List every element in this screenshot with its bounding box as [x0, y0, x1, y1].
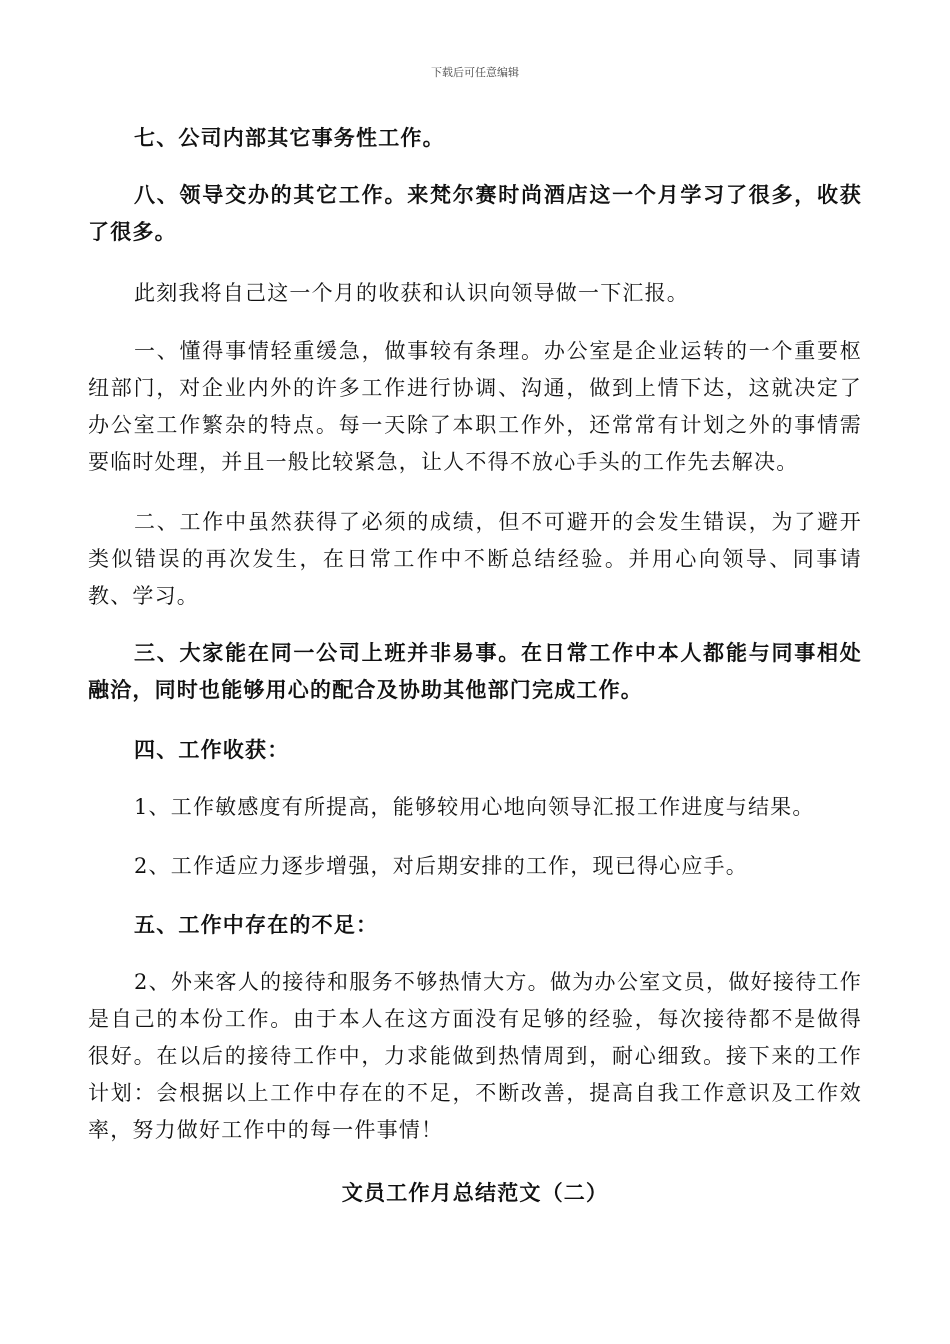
paragraph-report-intro: 此刻我将自己这一个月的收获和认识向领导做一下汇报。 [134, 281, 689, 305]
heading-shortcomings: 五、工作中存在的不足： [134, 912, 379, 937]
paragraph-point-3: 三、大家能在同一公司上班并非易事。在日常工作中本人都能与同事相处融洽，同时也能够用心的配合及协助其他部门完成工作。 [88, 640, 862, 702]
paragraph-point-1: 一、懂得事情轻重缓急，做事较有条理。办公室是企业运转的一个重要枢纽部门，对企业内外的许多工作进行协调、沟通，做到上情下达，这就决定了办公室工作繁杂的特点。每一天除了本职工作外，还常常有计划之外的事情需要临时处理，并且一般比较紧急，让人不得不放心手头的工作先去解决。 [88, 339, 862, 474]
paragraph-item-8: 八、领导交办的其它工作。来梵尔赛时尚酒店这一个月学习了很多，收获了很多。 [88, 182, 862, 244]
paragraph-gain-1: 1、工作敏感度有所提高，能够较用心地向领导汇报工作进度与结果。 [134, 795, 815, 819]
page-header: 下载后可任意编辑 [431, 66, 519, 79]
paragraph-item-7: 七、公司内部其它事务性工作。 [134, 125, 445, 150]
paragraph-point-2: 二、工作中虽然获得了必须的成绩，但不可避开的会发生错误，为了避开类似错误的再次发生，在日常工作中不断总结经验。并用心向领导、同事请教、学习。 [88, 510, 862, 608]
paragraph-gain-2: 2、工作适应力逐步增强，对后期安排的工作，现已得心应手。 [134, 854, 748, 878]
heading-work-gains: 四、工作收获： [134, 737, 290, 762]
paragraph-shortcoming-2: 2、外来客人的接待和服务不够热情大方。做为办公室文员，做好接待工作是自己的本份工作。由于本人在这方面没有足够的经验，每次接待都不是做得很好。在以后的接待工作中，力求能做到热情周到，耐心细致。接下来的工作计划：会根据以上工作中存在的不足，不断改善，提高自我工作意识及工作效率，努力做好工作中的每一件事情！ [88, 970, 862, 1142]
section-title: 文员工作月总结范文（二） [341, 1180, 609, 1205]
